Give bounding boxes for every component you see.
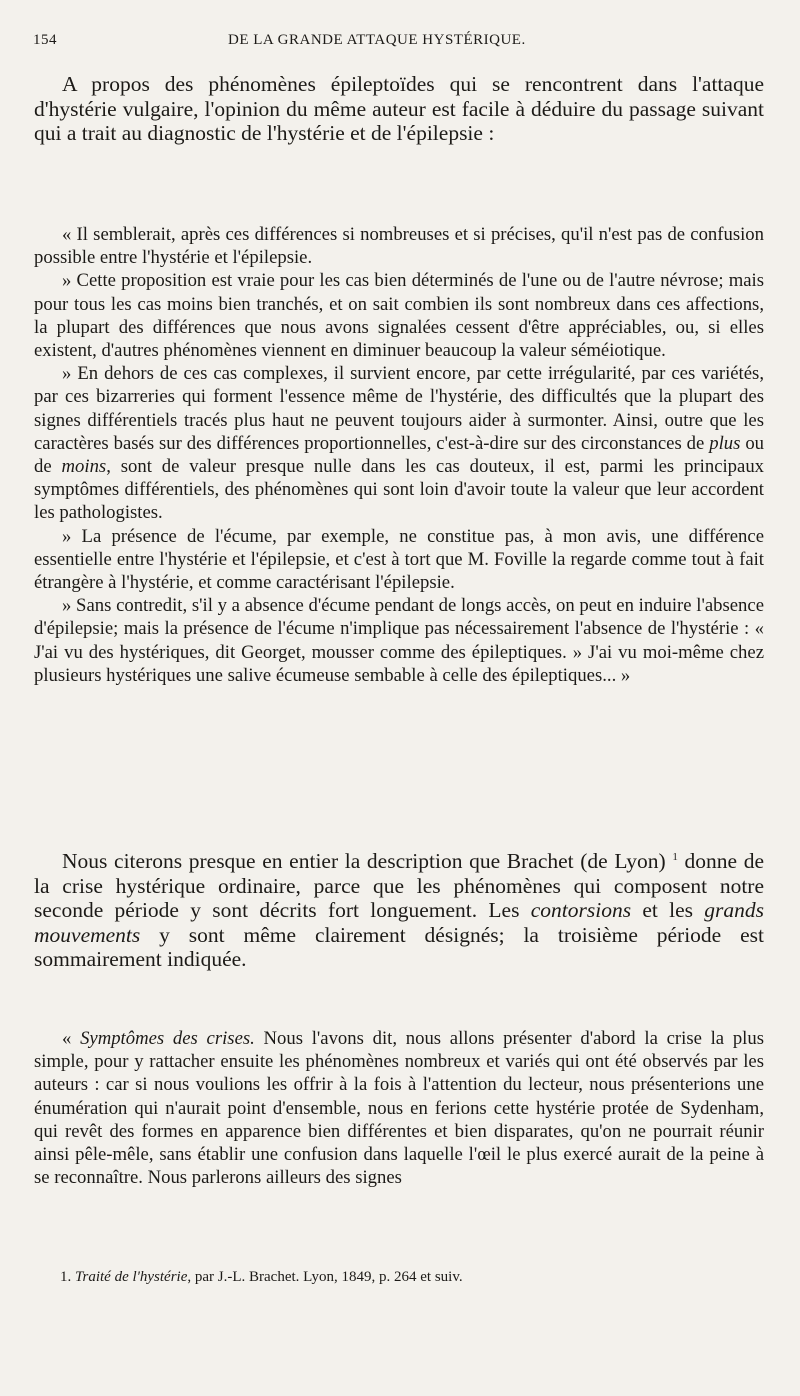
emphasis-moins: moins [61,456,107,478]
middle-text-3: et les [642,898,693,922]
middle-text-2: donne de la crise hystérique ordinaire, parce que les phénomènes qui composent notre seconde période y sont décrits fort longuement. Les [34,849,765,922]
quote-block-2 [34,1027,764,1189]
running-head [33,32,760,54]
quote-block-1 [34,223,764,687]
footnote-citation: , par J.-L. Brachet. Lyon, 1849, p. 264 et suiv. [187,1269,463,1285]
quote2-text: Nous l'avons dit, nous allons présenter d'abord la crise la plus simple, pour y rattacher ensuite les phénomènes nombreux et variés qui ont été observés par les auteurs : car si nous voulions les offrir à la fois à l'attention du lecteur, nous présenterions une énumération qui n'aurait point d'ensemble, nous en ferions cette hystérie protée de Sydenham, qui revêt des formes en apparence bien différentes et bien disparates, qu'on ne pourrait réunir ainsi pêle-mêle, sans établir une confusion dans laquelle l'œil le plus exercé aurait de la peine à se reconnaître. Nous parlerons ailleurs des signes [34,1028,764,1189]
footnote-title: Traité de l'hystérie [75,1269,188,1285]
footnote-reference: 1 [672,850,678,863]
middle-paragraph [34,849,764,972]
middle-text-1: Nous citerons presque en entier la description que Brachet (de Lyon) [62,849,666,873]
quote2-heading: Symptômes des crises. [80,1028,255,1049]
quote1-paragraph-1: « Il semblerait, après ces différences si nombreuses et si précises, qu'il n'est pas de confusion possible entre l'hystérie et l'épilepsie. [34,224,764,269]
quote1-paragraph-4: » La présence de l'écume, par exemple, ne constitue pas, à mon avis, une différence essentielle entre l'hystérie et l'épilepsie, et c'est à tort que M. Foville la regarde comme tout à fait étrangère à l'hystérie, et comme caractérisant l'épilepsie. [34,525,764,594]
footnote-number: 1. [60,1269,72,1285]
footnote [60,1268,740,1286]
quote1-p3-text-a: » En dehors de ces cas complexes, il survient encore, par cette irrégularité, par ces variétés, par ces bizarreries qui forment l'essence même de l'hystérie, des difficultés que la plupart des signes différentiels tracés plus haut ne peuvent toujours aider à surmonter. Ainsi, outre que les caractères basés sur des différences proportionnelles, c'est-à-dire sur des circonstances de [34,363,764,454]
intro-paragraph: A propos des phénomènes épileptoïdes qui se rencontrent dans l'attaque d'hystérie vulgaire, l'opinion du même auteur est facile à déduire du passage suivant qui a trait au diagnostic de l'hystérie et de l'épilepsie : [34,72,764,145]
quote1-p3-text-b: , sont de valeur presque nulle dans les cas douteux, il est, parmi les principaux symptômes différentiels, des phénomènes qui sont loin d'avoir toute la valeur que leur accordent les pathologistes. [34,456,765,524]
intro-section [34,72,764,146]
quote2-paragraph [34,1027,764,1189]
emphasis-contorsions: contorsions [530,898,632,922]
quote1-paragraph-5: » Sans contredit, s'il y a absence d'écume pendant de longs accès, on peut en induire l'absence d'épilepsie; mais la présence de l'écume n'implique pas nécessairement l'absence de l'hystérie : « J'ai vu des hystériques, dit Georget, mousser comme des épileptiques. » J'ai vu moi-même chez plusieurs hystériques une salive écumeuse sembable à celle des épileptiques... » [34,595,764,686]
middle-text-4: y sont même clairement désignés; la troisième période est sommairement indiquée. [34,922,764,971]
quote1-p3-ou: ou de [34,432,765,478]
quote2-open-mark: « [62,1028,72,1049]
running-title: DE LA GRANDE ATTAQUE HYSTÉRIQUE. [228,32,526,48]
emphasis-plus: plus [709,432,741,454]
page-number: 154 [33,32,57,48]
middle-section [34,849,764,972]
emphasis-grands-mouvements: grands mouvements [34,898,764,947]
quote1-paragraph-3 [34,362,764,524]
quote1-paragraph-2: » Cette proposition est vraie pour les cas bien déterminés de l'une ou de l'autre névrose; mais pour tous les cas moins bien tranchés, et on sait combien ils sont nombreux dans ces affections, la plupart des différences que nous avons signalées cessent d'être appréciables, ou, si elles existent, d'autres phénomènes viennent en diminuer beaucoup la valeur séméiotique. [34,270,764,362]
